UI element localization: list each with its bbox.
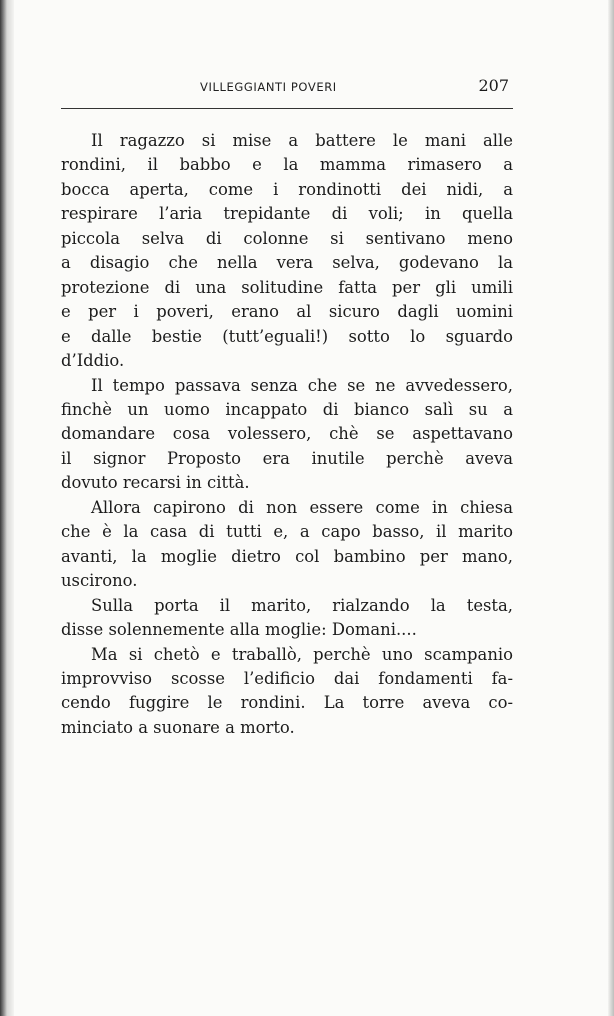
text-line: disse solennemente alla moglie: Domani.... (61, 620, 417, 640)
text-line: rondini, il babbo e la mamma rimasero a (61, 155, 513, 175)
text-line: e dalle bestie (tutt’eguali!) sotto lo sguardo (61, 326, 513, 346)
text-line: d’Iddio. (61, 351, 125, 371)
text-line: Il ragazzo si mise a battere le mani alle (91, 131, 513, 150)
page-binding-shadow (0, 0, 14, 1016)
text-line: bocca aperta, come i rondinotti dei nidi, a (61, 179, 513, 199)
text-line: e per i poveri, erano al sicuro dagli uomini (61, 302, 513, 322)
text-line: a disagio che nella vera selva, godevano la (61, 253, 513, 273)
text-line: respirare l’aria trepidante di voli; in quella (61, 204, 513, 224)
text-line: improvviso scosse l’edificio dai fondamenti fa- (61, 668, 513, 688)
paragraph (61, 643, 513, 741)
text-line: piccola selva di colonne si sentivano meno (61, 228, 513, 248)
text-line: finchè un uomo incappato di bianco salì su a (61, 399, 513, 419)
text-line: protezione di una solitudine fatta per gli umili (61, 277, 513, 297)
text-line: minciato a suonare a morto. (61, 717, 295, 737)
paragraph (61, 129, 513, 374)
paragraph (61, 374, 513, 496)
paragraph (61, 594, 513, 643)
text-line: il signor Proposto era inutile perchè aveva (61, 448, 513, 468)
text-line: cendo fuggire le rondini. La torre aveva co- (61, 693, 513, 713)
text-line: Allora capirono di non essere come in chiesa (91, 497, 513, 517)
text-line: Sulla porta il marito, rialzando la testa, (91, 595, 513, 615)
body-text (61, 129, 513, 740)
page-edge-shadow (608, 0, 614, 1016)
header-rule (61, 108, 513, 109)
text-line: domandare cosa volessero, chè se aspettavano (61, 424, 513, 444)
text-line: avanti, la moglie dietro col bambino per mano, (61, 546, 513, 566)
text-line: uscirono. (61, 571, 138, 591)
paragraph (61, 496, 513, 594)
page-number: 207 (478, 76, 509, 95)
text-line: che è la casa di tutti e, a capo basso, il marito (61, 522, 513, 542)
text-line: Il tempo passava senza che se ne avvedessero, (91, 375, 513, 395)
running-head-title: VILLEGGIANTI POVERI (200, 80, 337, 94)
text-line: dovuto recarsi in città. (61, 473, 250, 493)
text-line: Ma si chetò e traballò, perchè uno scampanio (91, 644, 513, 664)
